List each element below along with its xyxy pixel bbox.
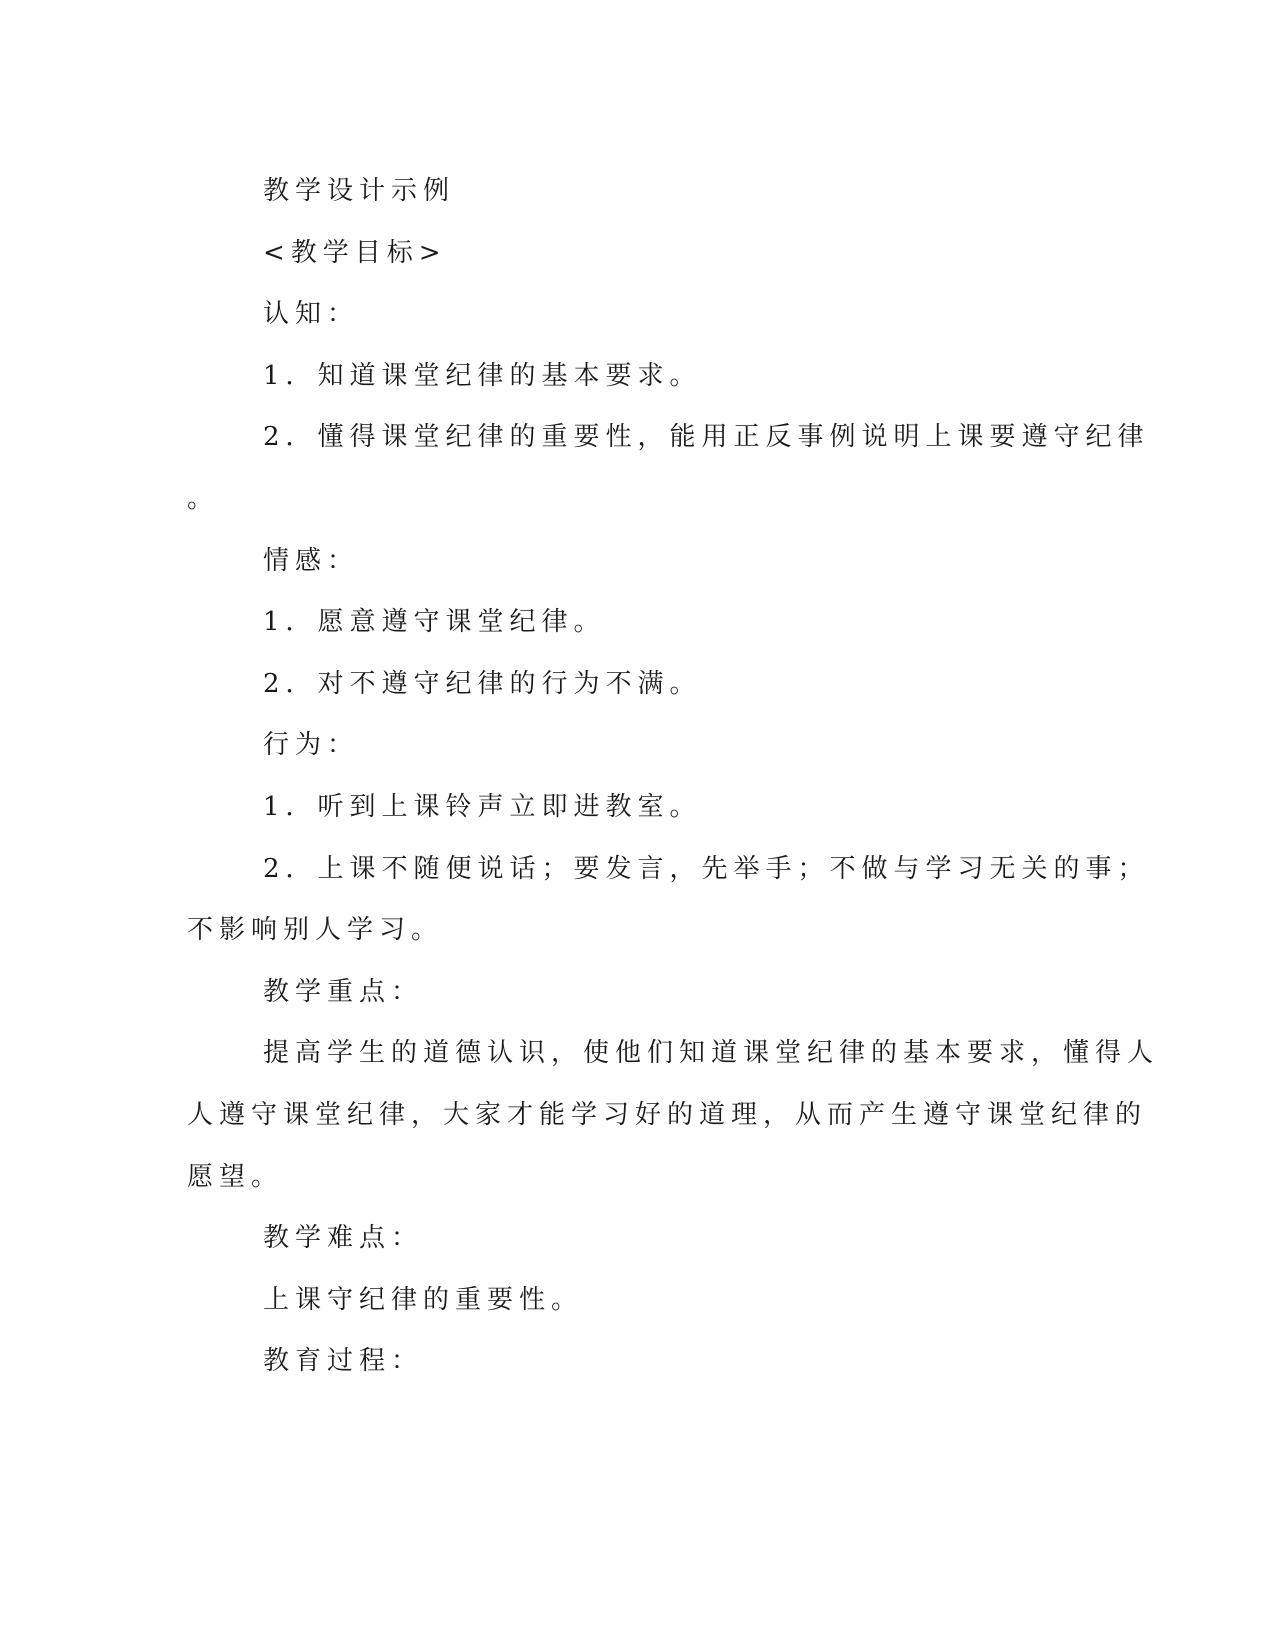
document-body: [187, 161, 1160, 1393]
cognition-item-1: 1．知道课堂纪律的基本要求。: [263, 360, 702, 391]
difficulties-text: 上课守纪律的重要性。: [263, 1284, 584, 1315]
cognition-item-2: 2．懂得课堂纪律的重要性，能用正反事例说明上课要遵守纪律: [263, 422, 1150, 453]
emotion-item-2: 2．对不遵守纪律的行为不满。: [263, 668, 702, 699]
subheading-process: 教育过程：: [263, 1346, 424, 1377]
document-title: 教学设计示例: [263, 176, 456, 206]
key-points-paragraph-line-1: 提高学生的道德认识，使他们知道课堂纪律的基本要求，懂得人: [263, 1038, 1160, 1069]
subheading-key-points: 教学重点：: [263, 976, 424, 1007]
key-points-paragraph-line-3: 愿望。: [187, 1161, 284, 1192]
behavior-item-1: 1．听到上课铃声立即进教室。: [263, 791, 702, 822]
cognition-item-2-continuation: 。: [187, 483, 220, 514]
behavior-item-2-continuation: 不影响别人学习。: [187, 915, 444, 946]
subheading-difficulties: 教学难点：: [263, 1223, 424, 1254]
subheading-behavior: 行为：: [263, 730, 360, 761]
key-points-paragraph-line-2: 人遵守课堂纪律，大家才能学习好的道理，从而产生遵守课堂纪律的: [187, 1099, 1148, 1130]
section-heading-objectives: <教学目标>: [263, 237, 447, 268]
emotion-item-1: 1．愿意遵守课堂纪律。: [263, 607, 606, 638]
behavior-item-2: 2．上课不随便说话；要发言，先举手；不做与学习无关的事；: [263, 853, 1150, 884]
subheading-cognition: 认知：: [263, 299, 360, 330]
subheading-emotion: 情感：: [263, 545, 360, 576]
